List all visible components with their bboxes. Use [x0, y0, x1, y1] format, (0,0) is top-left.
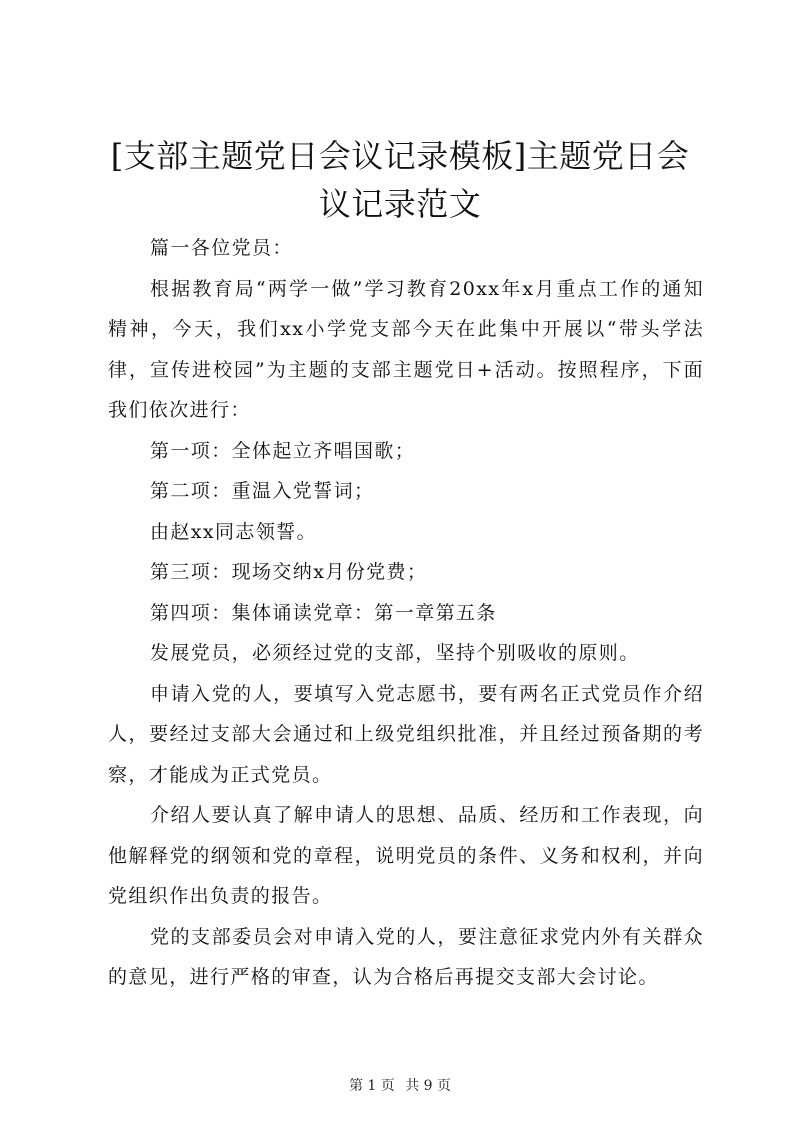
- paragraph: 发展党员，必须经过党的支部，坚持个别吸收的原则。: [150, 642, 640, 664]
- page-number: 第 1 页: [348, 1078, 395, 1094]
- paragraph: 第二项：重温入党誓词；: [150, 480, 375, 502]
- paragraph: 介绍人要认真了解申请人的思想、品质、经历和工作表现，向他解释党的纲领和党的章程，说明党员的条件、义务和权利，并向党组织作出负责的报告。: [108, 804, 704, 907]
- document-title: [支部主题党日会议记录模板]主题党日会议记录范文: [110, 137, 690, 223]
- page-total: 共 9 页: [405, 1078, 452, 1094]
- document-body: [108, 228, 704, 998]
- paragraph: 根据教育局“两学一做”学习教育20xx年x月重点工作的通知精神，今天，我们xx小学党支部今天在此集中开展以“带头学法律，宣传进校园”为主题的支部主题党日+活动。按照程序，下面我们依次进行：: [108, 277, 704, 421]
- paragraph: 篇一各位党员：: [150, 237, 293, 259]
- paragraph: 由赵xx同志领誓。: [150, 520, 318, 543]
- paragraph: 申请入党的人，要填写入党志愿书，要有两名正式党员作介绍人，要经过支部大会通过和上级党组织批准，并且经过预备期的考察，才能成为正式党员。: [108, 682, 704, 786]
- paragraph: 党的支部委员会对申请入党的人，要注意征求党内外有关群众的意见，进行严格的审查，认为合格后再提交支部大会讨论。: [108, 925, 704, 988]
- page-footer: [0, 1076, 800, 1096]
- paragraph: 第一项：全体起立齐唱国歌；: [150, 439, 416, 462]
- paragraph: 第三项：现场交纳x月份党费；: [150, 561, 428, 583]
- paragraph: 第四项：集体诵读党章：第一章第五条: [150, 601, 497, 624]
